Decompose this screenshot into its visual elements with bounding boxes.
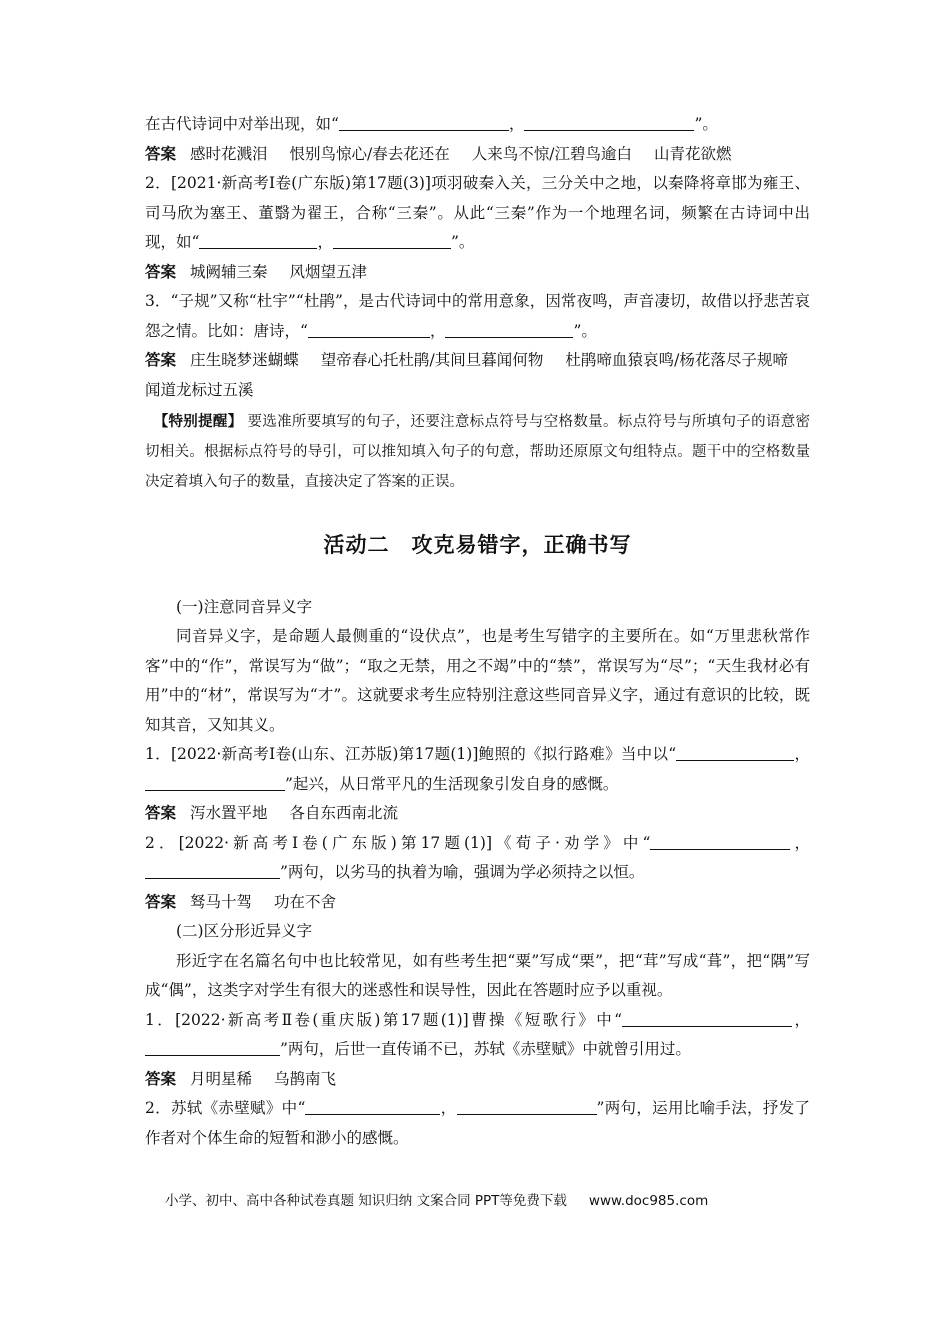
section-heading: 活动二 攻克易错字，正确书写	[323, 533, 632, 557]
fill-blank[interactable]	[145, 1040, 280, 1057]
footer-link[interactable]: www.doc985.com	[588, 1193, 709, 1209]
fill-blank[interactable]	[305, 1099, 440, 1116]
subsection-title: (一)注意同音异义字	[176, 597, 313, 616]
answer-label: 答案	[145, 144, 177, 163]
answer-line: 答案 月明星稀 乌鹊南飞	[145, 1069, 337, 1088]
answer-label: 答案	[145, 1069, 177, 1088]
question: 1．[2022·新高考Ⅰ卷(山东、江苏版)第17题(1)]鲍照的《拟行路难》当中以“ ，”起兴，从日常平凡的生活现象引发自身的感慨。	[145, 745, 810, 793]
answer-label: 答案	[145, 351, 177, 369]
answer-line: 答案 感时花溅泪 恨别鸟惊心/春去花还在 人来鸟不惊/江碧鸟逾白 山青花欲燃	[145, 144, 732, 163]
fill-blank[interactable]	[524, 115, 694, 132]
fill-blank[interactable]	[622, 1010, 792, 1027]
answer-line: 答案 城阙辅三秦 风烟望五津	[145, 262, 368, 281]
question-2: 2．[2021·新高考Ⅰ卷(广东版)第17题(3)]项羽破秦入关，三分关中之地，以秦降将章邯为雍王、司马欣为塞王、董翳为翟王，合称“三秦”。从此“三秦”作为一个地理名词，频繁在古诗词中出现，如“ ， ”。	[145, 174, 810, 251]
fill-blank[interactable]	[650, 833, 790, 850]
fill-blank[interactable]	[457, 1099, 597, 1116]
fill-blank[interactable]	[308, 321, 430, 338]
fill-blank[interactable]	[145, 863, 280, 880]
footer-text: 小学、初中、高中各种试卷真题 知识归纳 文案合同 PPT等免费下载	[165, 1193, 567, 1209]
answer-label: 答案	[145, 262, 177, 281]
answer-line: 答案 驽马十驾 功在不舍	[145, 892, 337, 911]
question: 2．苏轼《赤壁赋》中“ ， ”两句，运用比喻手法，抒发了作者对个体生命的短暂和渺小的感慨。	[145, 1099, 810, 1147]
fill-blank[interactable]	[339, 115, 509, 132]
question: 1．[2022·新高考Ⅱ卷(重庆版)第17题(1)]曹操《短歌行》中“ ，”两句，后世一直传诵不已，苏轼《赤壁赋》中就曾引用过。	[145, 1010, 810, 1058]
fill-blank[interactable]	[199, 233, 317, 250]
fill-blank[interactable]	[445, 321, 573, 338]
fill-blank[interactable]	[333, 233, 451, 250]
paragraph: 形近字在名篇名句中也比较常见，如有些考生把“粟”写成“栗”，把“茸”写成“葺”，把“隅”写成“偶”，这类字对学生有很大的迷惑性和误导性，因此在答题时应予以重视。	[145, 951, 810, 999]
answer-label: 答案	[145, 892, 177, 911]
question-3: 3．“子规”又称“杜宇”“杜鹃”，是古代诗词中的常用意象，因常夜鸣，声音凄切，故借以抒悲苦哀怨之情。比如：唐诗，“ ， ”。	[145, 292, 810, 340]
continuation-line: 在古代诗词中对举出现，如“ ， ”。	[145, 115, 718, 133]
subsection-title: (二)区分形近异义字	[176, 922, 313, 940]
paragraph: 同音异义字，是命题人最侧重的“设伏点”，也是考生写错字的主要所在。如“万里悲秋常作客”中的“作”，常误写为“做”；“取之无禁，用之不竭”中的“禁”，常误写为“尽”；“天生我材必有用”中的“材”，常误写为“才”。这就要求考生应特别注意这些同音异义字，通过有意识的比较，既知其音，又知其义。	[145, 627, 810, 734]
answer-label: 答案	[145, 804, 177, 822]
answer-line: 答案 庄生晓梦迷蝴蝶 望帝春心托杜鹃/其间旦暮闻何物 杜鹃啼血猿哀鸣/杨花落尽子规啼闻道龙标过五溪	[145, 351, 788, 399]
document-body	[145, 110, 810, 1153]
footer-banner	[165, 1189, 708, 1209]
fill-blank[interactable]	[676, 745, 794, 762]
special-reminder: 【特别提醒】 要选准所要填写的句子，还要注意标点符号与空格数量。标点符号与所填句子的语意密切相关。根据标点符号的导引，可以推知填入句子的句意，帮助还原原文句组特点。题干中的空格数量决定着填入句子的数量，直接决定了答案的正误。	[145, 414, 811, 490]
reminder-tag: 【特别提醒】	[153, 414, 243, 430]
answer-line: 答案 泻水置平地 各自东西南北流	[145, 804, 399, 822]
question: 2．[2022·新高考Ⅰ卷(广东版)第17题(1)]《荀子·劝学》中“ ，”两句，以劣马的执着为喻，强调为学必须持之以恒。	[145, 833, 810, 881]
fill-blank[interactable]	[145, 774, 285, 791]
